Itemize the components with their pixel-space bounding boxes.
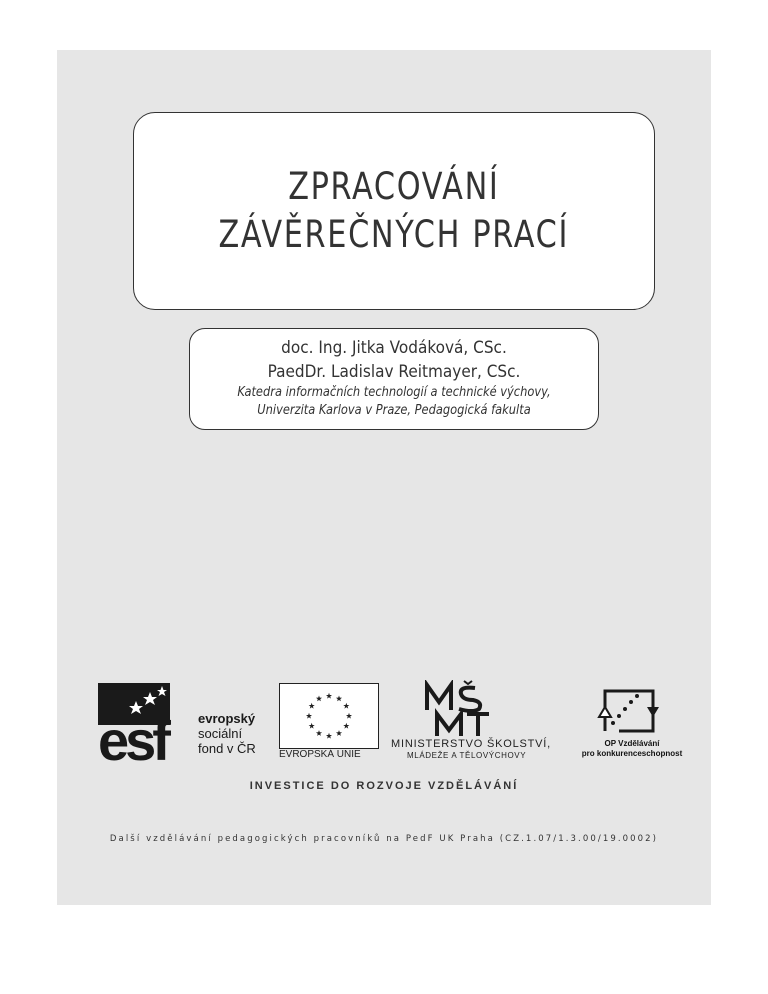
op-logo [567, 683, 697, 768]
eu-stars-icon [280, 684, 378, 748]
eu-label: EVROPSKÁ UNIE [279, 749, 361, 760]
op-text-1: OP Vzdělávání [604, 739, 660, 748]
msmt-monogram-icon [387, 680, 562, 738]
esf-logo [98, 683, 268, 763]
title-line-2: ZÁVĚREČNÝCH PRACÍ [218, 213, 570, 256]
op-text-2: pro konkurenceschopnost [581, 749, 683, 758]
esf-text-1: evropský [198, 711, 256, 726]
eu-star [343, 723, 349, 729]
msmt-text-1: MINISTERSTVO ŠKOLSTVÍ, [391, 738, 552, 750]
eu-star [309, 723, 315, 729]
eu-star [326, 733, 332, 739]
eu-star [316, 730, 322, 736]
affiliation-line-1: Katedra informačních technologií a technické výchovy, [237, 385, 551, 400]
esf-text-3: fond v ČR [198, 741, 256, 756]
author-2: PaedDr. Ladislav Reitmayer, CSc. [267, 362, 521, 382]
title-box [133, 112, 655, 310]
logo-strip [57, 680, 711, 770]
esf-text-2: sociální [198, 726, 243, 741]
title-line-1: ZPRACOVÁNÍ [288, 165, 500, 208]
op-cycle-icon [567, 683, 697, 738]
cover-page [57, 50, 711, 905]
project-footer: Další vzdělávání pedagogických pracovníků na PedF UK Praha (CZ.1.07/1.3.00/19.0002) [109, 834, 659, 844]
eu-star [343, 703, 349, 709]
eu-star [336, 730, 342, 736]
msmt-text-2: MLÁDEŽE A TĚLOVÝCHOVY [407, 751, 527, 760]
eu-star [326, 693, 332, 699]
eu-star [346, 713, 352, 719]
eu-star [316, 695, 322, 701]
esf-logo-mark [98, 683, 268, 763]
eu-flag [279, 683, 379, 749]
msmt-logo [387, 680, 562, 770]
author-box [189, 328, 599, 430]
esf-letters: esf [98, 709, 167, 763]
eu-logo [279, 683, 381, 763]
eu-star [336, 695, 342, 701]
affiliation-line-2: Univerzita Karlova v Praze, Pedagogická fakulta [257, 403, 531, 418]
author-1: doc. Ing. Jitka Vodáková, CSc. [281, 338, 507, 358]
investice-tagline: INVESTICE DO ROZVOJE VZDĚLÁVÁNÍ [249, 780, 519, 792]
eu-star [309, 703, 315, 709]
eu-star [306, 713, 312, 719]
